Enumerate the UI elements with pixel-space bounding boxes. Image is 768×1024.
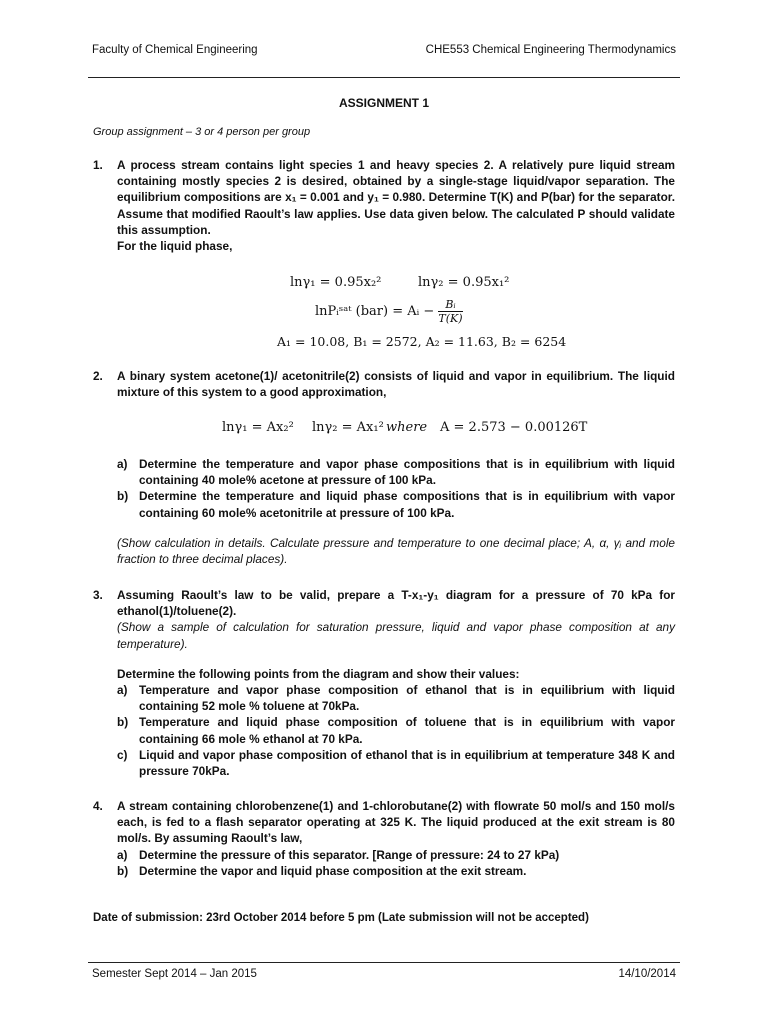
q1-antoine-numerator: Bᵢ: [438, 298, 462, 312]
q3-part-c-label: c): [117, 747, 128, 762]
q1-equation-constants: A₁ = 10.08, B₁ = 2572, A₂ = 11.63, B₂ = 6254: [277, 334, 567, 349]
q2-note: (Show calculation in details. Calculate pressure and temperature to one decimal place; A, α, γᵢ and mole fraction to three decimal places).: [117, 535, 675, 567]
q3-part-b: [117, 714, 675, 746]
question-3-number: 3.: [93, 588, 103, 602]
q4-part-a-text: Determine the pressure of this separator. [Range of pressure: 24 to 27 kPa): [139, 847, 560, 862]
q1-equation-gamma2: lnγ₂ = 0.95x₁²: [418, 275, 510, 290]
q1-equation-antoine: [315, 298, 463, 325]
q3-part-a-text: Temperature and vapor phase composition of ethanol that is in equilibrium with liquid containing 52 mole % toluene at 70kPa.: [139, 683, 675, 714]
question-3-note: (Show a sample of calculation for saturation pressure, liquid and vapor phase composition at any temperature).: [117, 620, 675, 651]
header-divider: [88, 77, 680, 78]
q4-part-a: [117, 847, 675, 863]
question-1-liquid-phase: For the liquid phase,: [117, 239, 233, 254]
q2-part-a: [117, 456, 675, 488]
q4-part-a-label: a): [117, 847, 128, 862]
question-4: [93, 798, 675, 879]
q1-antoine-fraction: [438, 298, 462, 325]
question-4-number: 4.: [93, 799, 103, 813]
q2-equation-A: A = 2.573 − 0.00126T: [440, 420, 588, 435]
header-faculty: Faculty of Chemical Engineering: [92, 44, 258, 56]
q2-part-b-text: Determine the temperature and liquid phase compositions that is in equilibrium with vapor containing 60 mole% acetonitrile at pressure of 100 kPa.: [139, 489, 675, 520]
submission-date: Date of submission: 23rd October 2014 before 5 pm (Late submission will not be accepted): [93, 912, 589, 924]
q3-part-c: [117, 747, 675, 779]
question-2: [93, 368, 675, 400]
question-3: [93, 587, 675, 779]
question-1: [93, 157, 675, 254]
q2-part-b: [117, 488, 675, 520]
footer-divider: [88, 962, 680, 963]
question-4-text: A stream containing chlorobenzene(1) and 1-chlorobutane(2) with flowrate 50 mol/s and 150 mol/s each, is fed to a flash separator operating at 325 K. The liquid produced at the exit stream is 80 mol/s. By assuming Raoult’s law,: [117, 799, 675, 846]
q4-part-b-text: Determine the vapor and liquid phase composition at the exit stream.: [139, 863, 527, 878]
header-course: CHE553 Chemical Engineering Thermodynamics: [425, 44, 676, 56]
q2-equation-where: where: [386, 420, 428, 435]
footer-date: 14/10/2014: [618, 968, 676, 980]
page-header: [92, 44, 676, 56]
q1-antoine-denominator: T(K): [438, 312, 463, 325]
question-3-intro: Determine the following points from the diagram and show their values:: [117, 666, 520, 681]
q1-equation-gamma1: lnγ₁ = 0.95x₂²: [290, 275, 382, 290]
footer-semester: Semester Sept 2014 – Jan 2015: [92, 968, 257, 980]
q1-antoine-lhs: lnPᵢˢᵃᵗ (bar) = Aᵢ −: [315, 304, 435, 319]
q4-part-b: [117, 863, 675, 879]
question-2-text: A binary system acetone(1)/ acetonitrile(2) consists of liquid and vapor in equilibrium. The liquid mixture of this system to a good approximation,: [117, 369, 675, 400]
q3-part-a-label: a): [117, 683, 128, 698]
q3-part-c-text: Liquid and vapor phase composition of ethanol that is in equilibrium at temperature 348 K and pressure 70kPa.: [139, 747, 675, 779]
question-1-number: 1.: [93, 158, 103, 172]
page-footer: [92, 968, 676, 980]
question-1-text: A process stream contains light species 1 and heavy species 2. A relatively pure liquid stream containing mostly species 2 is desired, obtained by a single-stage liquid/vapor separation. The equilibrium compositions are x₁ = 0.001 and y₁ = 0.980. Determine T(K) and P(bar) for the separator. Assume that modified Raoult’s law applies. Use data given below. The calculated P should validate this assumption.: [117, 158, 675, 237]
q3-part-b-text: Temperature and liquid phase composition of toluene that is in equilibrium with vapor containing 66 mole % ethanol at 70 kPa.: [139, 715, 675, 746]
q2-part-b-label: b): [117, 489, 129, 504]
q2-equation-gamma2: lnγ₂ = Ax₁²: [312, 420, 384, 435]
question-2-number: 2.: [93, 369, 103, 383]
q3-part-b-label: b): [117, 715, 129, 730]
q2-part-a-label: a): [117, 457, 128, 471]
question-3-text: Assuming Raoult’s law to be valid, prepare a T-x₁-y₁ diagram for a pressure of 70 kPa for ethanol(1)/toluene(2).: [117, 588, 675, 619]
question-2-parts: [93, 456, 675, 567]
group-note: Group assignment – 3 or 4 person per group: [93, 126, 311, 138]
assignment-title: ASSIGNMENT 1: [338, 96, 429, 110]
q3-part-a: [117, 682, 675, 714]
q2-part-a-text: Determine the temperature and vapor phase compositions that is in equilibrium with liquid containing 40 mole% acetone at pressure of 100 kPa.: [139, 457, 675, 488]
q2-equation-gamma1: lnγ₁ = Ax₂²: [222, 420, 294, 435]
q4-part-b-label: b): [117, 863, 129, 878]
